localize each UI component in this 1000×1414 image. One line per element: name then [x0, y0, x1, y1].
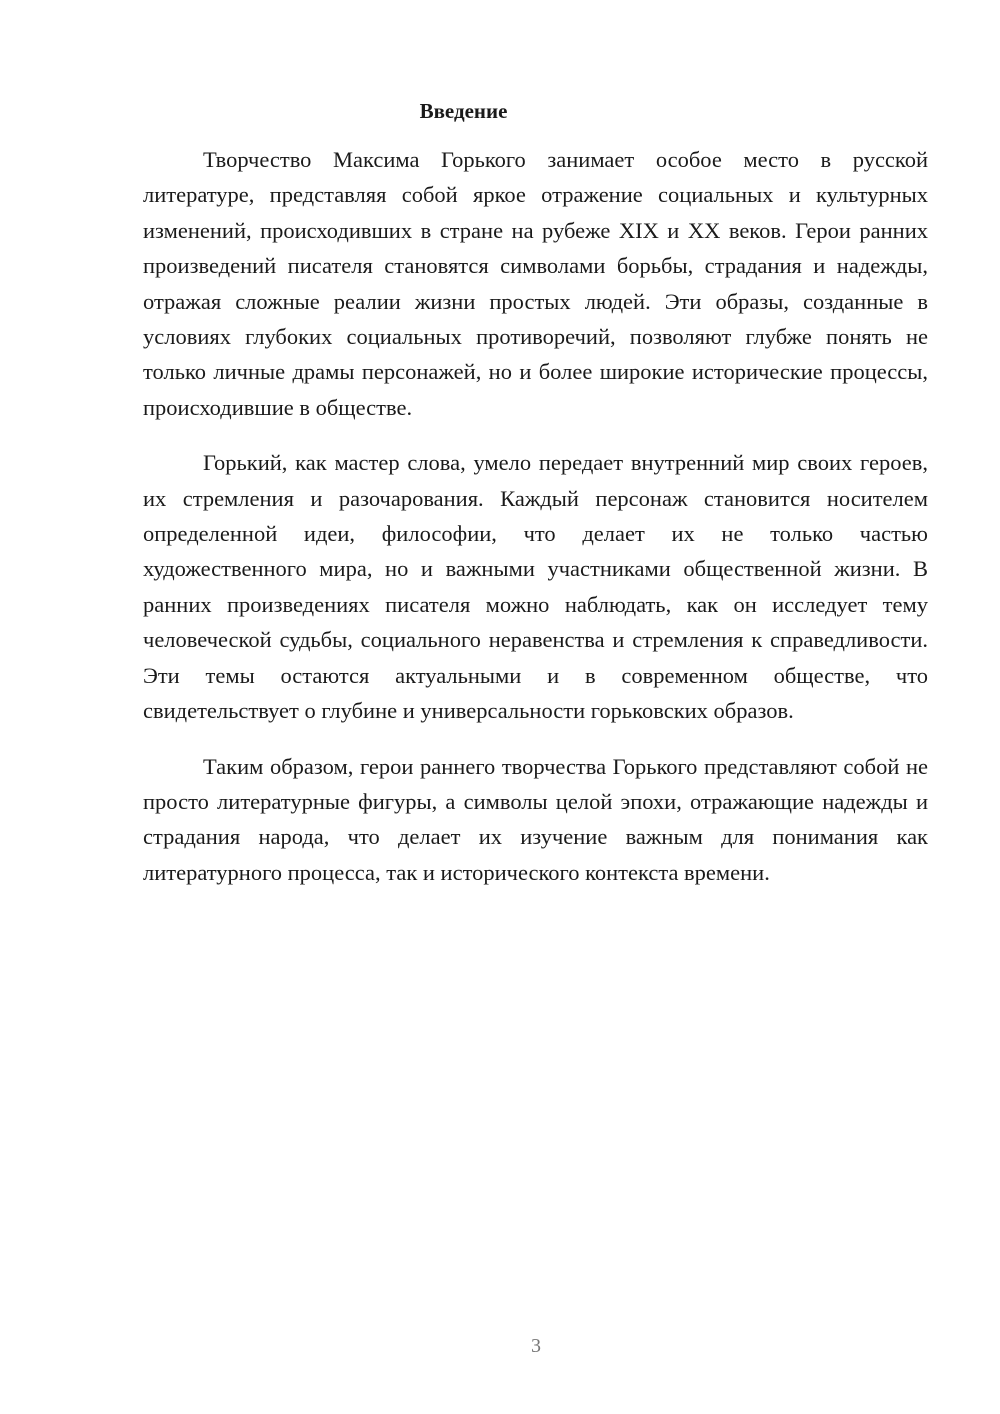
page-number: 3 [531, 1335, 541, 1357]
paragraph-1: Творчество Максима Горького занимает особое место в русской литературе, представляя собой яркое отражение социальных и культурных изменений, происходивших в стране на рубеже XIX и XX веков. Герои ранних произведений писателя становятся символами борьбы, страдания и надежды, отражая сложные реалии жизни простых людей. Эти образы, созданные в условиях глубоких социальных противоречий, позволяют глубже понять не только личные драмы персонажей, но и более широкие исторические процессы, происходившие в обществе. [143, 147, 928, 420]
page-title [143, 96, 928, 126]
page-title-text: Введение [419, 99, 508, 123]
paragraph-2: Горький, как мастер слова, умело передает внутренний мир своих героев, их стремления и разочарования. Каждый персонаж становится носителем определенной идеи, философии, что делает их не только частью художественного мира, но и важными участниками общественной жизни. В ранних произведениях писателя можно наблюдать, как он исследует тему человеческой судьбы, социального неравенства и стремления к справедливости. Эти темы остаются актуальными и в современном обществе, что свидетельствует о глубине и универсальности горьковских образов. [143, 450, 928, 724]
paragraph-3: Таким образом, герои раннего творчества Горького представляют собой не просто литературные фигуры, а символы целой эпохи, отражающие надежды и страдания народа, что делает их изучение важным для понимания как литературного процесса, так и исторического контекста времени. [143, 753, 928, 885]
body-text [143, 142, 928, 910]
